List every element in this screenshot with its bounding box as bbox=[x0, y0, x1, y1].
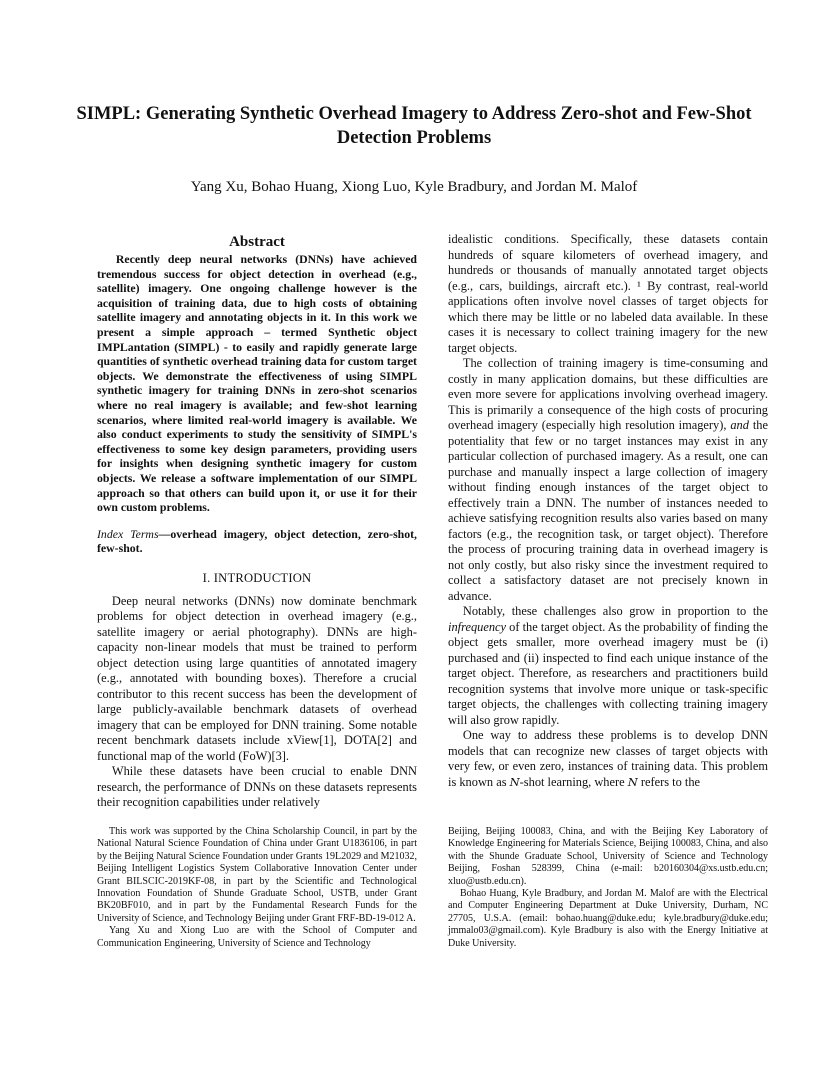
paragraph-4-text-b: of the target object. As the probability of finding the object gets smaller, more overhead imagery must be (i) purchased and (ii) inspected to find each unique instance of the target object. Therefore, as researchers and practitioners build recognition systems that involve more unique or task-specific target objects, the challenges with collecting training imagery will also grow rapidly. bbox=[448, 619, 768, 727]
abstract-body: Recently deep neural networks (DNNs) have achieved tremendous success for object detection in overhead (e.g., satellite) imagery. One ongoing challenge however is the acquisition of training data, due to high costs of obtaining satellite imagery and annotating objects in it. In this work we present a simple approach – termed Synthetic object IMPLantation (SIMPL) - to easily and rapidly generate large quantities of synthetic overhead training data for custom target objects. We demonstrate the effectiveness of using SIMPL synthetic imagery for training DNNs in zero-shot scenarios where no real imagery is available; and few-shot learning scenarios, where limited real-world imagery is available. We also conduct experiments to study the sensitivity of SIMPL's effectiveness to some key design parameters, providing users for insights when designing synthetic imagery for custom objects. We release a software implementation of our SIMPL approach so that others can build upon it, or use it for their own custom problems. bbox=[97, 252, 417, 515]
footnote-affiliation-1: Yang Xu and Xiong Luo are with the School of Computer and Communication Engineering, University of Science and Technology bbox=[97, 925, 417, 949]
index-terms-lead: Index Terms bbox=[97, 526, 159, 541]
intro-paragraph-3 bbox=[448, 356, 768, 604]
section-heading-introduction: I. INTRODUCTION bbox=[202, 570, 312, 585]
footnote-funding: This work was supported by the China Scholarship Council, in part by the National Natural Science Foundation of China under Grant U1836106, in part by the Beijing Natural Science Foundation under Grants 19L2029 and M21032, Beijing Intelligent Logistics System Collaborative Innovation Center under Grant BILSCIC-2019KF-08, in part by the Scientific and Technological Innovation Foundation of Shunde Graduate School, USTB, under Grant BK20BF010, and in part by the Fundamental Research Funds for the University of Science, and Technology Beijing under Grant FRF-BD-19-012 A. bbox=[97, 826, 417, 924]
author-list: Yang Xu, Bohao Huang, Xiong Luo, Kyle Bradbury, and Jordan M. Malof bbox=[190, 179, 638, 195]
paragraph-3-text-b: the potentiality that few or no target instances may exist in any particular collection of purchased imagery. As a result, one can purchase and manually inspect a large collection of imagery without finding enough instances of the target object to effectively train a DNN. The number of instances needed to achieve satisfying recognition results also varies based on many factors (e.g., the recognition task, or target object). Therefore the process of procuring training data in overhead imagery is not only costly, but also risky since the investment required to collect a satisfactory dataset are not precisely known in advance. bbox=[448, 418, 768, 603]
paragraph-5-text-a: One way to address these problems is to develop DNN models that can recognize new classes of target objects with very few, or even zero, instances of training data. This problem is known as bbox=[448, 728, 768, 789]
intro-paragraph-2: While these datasets have been crucial to enable DNN research, the performance of DNNs on these datasets represents their recognition capabilities under relatively bbox=[97, 764, 417, 810]
intro-paragraph-1: Deep neural networks (DNNs) now dominate benchmark problems for object detection in overhead imagery (e.g., satellite imagery or aerial photography). DNNs are high-capacity non-linear models that must be trained to perform object detection using large quantities of annotated imagery (e.g., annotated with bounding boxes). Therefore a crucial contributor to this recent success has been the development of large publicly-available benchmark datasets of overhead imagery that can be employed for DNN training. Some notable recent benchmark datasets include xView[1], DOTA[2] and functional map of the world (FoW)[3]. bbox=[97, 593, 417, 763]
footnote-affiliation-2: Bohao Huang, Kyle Bradbury, and Jordan M. Malof are with the Electrical and Computer Engineering Department at Duke University, Durham, NC 27705, U.S.A. (email: bohao.huang@duke.edu; kyle.bradbury@duke.edu; jmmalo03@gmail.com). Kyle Bradbury is also with the Energy Initiative at Duke University. bbox=[448, 888, 768, 949]
footnote-affiliation-1-continued: Beijing, Beijing 100083, China, and with the Beijing Key Laboratory of Knowledge Engineering for Materials Science, Beijing 100083, China, and also with the Shunde Graduate School, University of Science and Technology Beijing, Foshan 528399, China (e-mail: b20160304@xs.ustb.edu.cn; xluo@ustb.edu.cn). bbox=[448, 826, 768, 887]
intro-paragraph-2-continued: idealistic conditions. Specifically, these datasets contain hundreds of square kilometers of overhead imagery, and hundreds or thousands of manually annotated target objects (e.g., cars, buildings, aircraft etc.). ¹ By contrast, real-world applications often involve novel classes of target objects for which there may be little or no labeled data available. In these cases it is necessary to collect training imagery for the new target objects. bbox=[448, 232, 768, 355]
math-n-2: N bbox=[627, 774, 638, 789]
intro-paragraph-4 bbox=[448, 604, 768, 728]
right-column bbox=[448, 232, 768, 790]
footnote-left bbox=[97, 826, 417, 950]
index-terms bbox=[97, 527, 417, 556]
left-column bbox=[97, 232, 417, 811]
index-terms-body: —overhead imagery, object detection, zero-shot, few-shot. bbox=[97, 526, 417, 556]
paragraph-4-text-a: Notably, these challenges also grow in proportion to the bbox=[462, 604, 768, 618]
paragraph-3-text-a: The collection of training imagery is time-consuming and costly in many application domains, but these difficulties are even more severe for applications involving overhead imagery. This is primarily a consequence of the high costs of procuring overhead imagery (especially high resolution imagery), bbox=[448, 356, 768, 432]
paragraph-5-text-b: -shot learning, where bbox=[519, 774, 628, 789]
intro-paragraph-5 bbox=[448, 728, 768, 790]
abstract-heading: Abstract bbox=[229, 234, 285, 250]
paper-title: SIMPL: Generating Synthetic Overhead Imagery to Address Zero-shot and Few-Shot Detection Problems bbox=[76, 104, 752, 148]
footnote-right bbox=[448, 826, 768, 950]
paragraph-4-emphasis: infrequency bbox=[448, 619, 507, 634]
math-n-1: N bbox=[509, 774, 520, 789]
paragraph-3-emphasis: and bbox=[730, 418, 749, 432]
paragraph-5-text-c: refers to the bbox=[637, 774, 701, 789]
